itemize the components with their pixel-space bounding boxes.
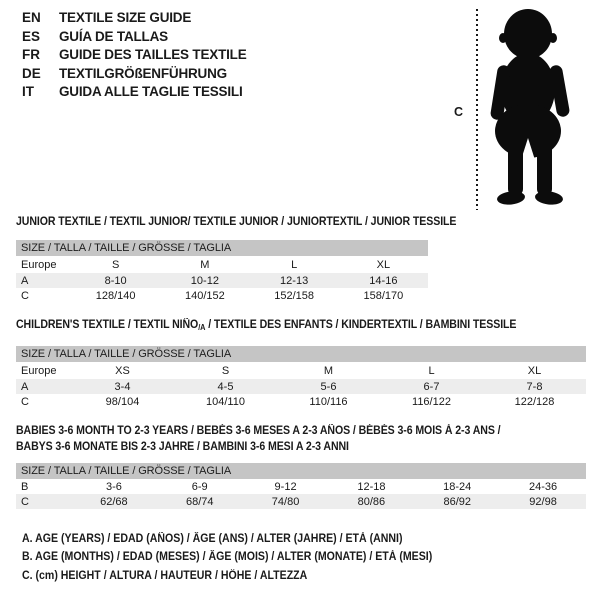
language-row (22, 28, 247, 47)
column-header: XL (376, 258, 391, 271)
junior-section (16, 216, 457, 303)
size-cell: 122/128 (514, 395, 555, 408)
row-label: C (21, 395, 29, 408)
junior-row-age (16, 273, 428, 288)
language-header (22, 9, 247, 102)
size-cell: 62/68 (100, 495, 128, 508)
size-cell: 12-13 (280, 274, 309, 287)
size-cell: 6-7 (423, 380, 440, 393)
column-header: XL (527, 364, 542, 377)
size-cell: 128/140 (95, 289, 136, 302)
legend-line-c: C. (cm) HEIGHT / ALTURA / HAUTEUR / HÖHE / ALTEZZA (22, 569, 308, 582)
size-cell: 92/98 (529, 495, 557, 508)
height-measure-label: C (454, 105, 464, 119)
column-header: Europe (21, 364, 57, 377)
row-label: C (21, 289, 29, 302)
language-code: DE (22, 65, 41, 81)
height-measure-dotted-line (476, 9, 478, 210)
childrens-title-text: CHILDREN'S TEXTILE / TEXTIL NIÑO (16, 319, 199, 331)
language-title: GUÍA DE TALLAS (59, 28, 168, 44)
childrens-size-header-bar: SIZE / TALLA / TAILLE / GRÖSSE / TAGLIA (16, 346, 586, 362)
size-cell: 80/86 (357, 495, 386, 508)
size-cell: 116/122 (412, 395, 451, 408)
language-code: IT (22, 84, 34, 100)
childrens-row-height (16, 394, 586, 409)
childrens-title-text: / TEXTILE DES ENFANTS / KINDERTEXTIL / BAMBINI TESSILE (205, 319, 517, 331)
legend (22, 530, 468, 585)
row-label: C (21, 495, 29, 508)
size-cell: 104/110 (206, 395, 245, 408)
column-header: S (221, 364, 230, 377)
language-title: TEXTILGRÖßENFÜHRUNG (59, 65, 227, 81)
language-row (22, 46, 247, 65)
childrens-section-title (16, 319, 540, 332)
size-cell: 8-10 (104, 274, 127, 287)
babies-section (16, 424, 586, 509)
babies-row-height (16, 494, 586, 509)
babies-title-line2: BABYS 3-6 MONATE BIS 2-3 JAHRE / BAMBINI 3-6 MESI A 2-3 ANNI (16, 440, 349, 453)
size-cell: 24-36 (529, 480, 558, 493)
size-cell: 5-6 (320, 380, 337, 393)
baby-silhouette-icon (481, 7, 579, 209)
junior-row-height (16, 288, 428, 303)
legend-line-a: A. AGE (YEARS) / EDAD (AÑOS) / ÂGE (ANS) / ALTER (JAHRE) / ETÀ (ANNI) (22, 533, 403, 545)
language-title: GUIDA ALLE TAGLIE TESSILI (59, 84, 243, 100)
size-cell: 110/116 (309, 395, 348, 408)
babies-title-line1: BABIES 3-6 MONTH TO 2-3 YEARS / BEBÉS 3-6 MESES A 2-3 AÑOS / BÉBÉS 3-6 MOIS À 2-3 ANS / (16, 425, 501, 437)
row-label: A (21, 274, 29, 287)
language-row (22, 83, 247, 102)
language-title: TEXTILE SIZE GUIDE (59, 10, 192, 25)
size-cell: 12-18 (357, 480, 386, 493)
legend-line-b: B. AGE (MONTHS) / EDAD (MESES) / ÂGE (MOIS) / ALTER (MONATE) / ETÀ (MESI) (22, 551, 433, 564)
size-cell: 3-4 (114, 380, 131, 393)
babies-row-months (16, 479, 586, 494)
childrens-columns-row (16, 362, 586, 379)
language-code: FR (22, 47, 40, 63)
column-header: L (428, 364, 435, 377)
size-cell: 74/80 (271, 495, 300, 508)
column-header: M (323, 364, 334, 377)
size-cell: 4-5 (217, 380, 234, 393)
column-header: Europe (21, 258, 57, 271)
size-cell: 10-12 (190, 274, 219, 287)
column-header: L (291, 258, 298, 271)
childrens-section (16, 319, 586, 409)
babies-section-title (16, 424, 586, 455)
language-code: EN (22, 10, 41, 25)
size-cell: 9-12 (274, 480, 297, 493)
size-cell: 86/92 (443, 495, 471, 508)
size-cell: 152/158 (274, 289, 314, 302)
row-label: A (21, 380, 29, 393)
size-cell: 3-6 (105, 480, 122, 493)
childrens-row-age (16, 379, 586, 394)
babies-size-header-bar: SIZE / TALLA / TAILLE / GRÖSSE / TAGLIA (16, 463, 586, 479)
column-header: S (111, 258, 120, 271)
junior-columns-row (16, 256, 428, 273)
size-cell: 140/152 (184, 289, 225, 302)
size-cell: 6-9 (191, 480, 208, 493)
childrens-size-table (16, 362, 586, 409)
column-header: M (200, 258, 210, 271)
junior-size-table (16, 256, 428, 303)
size-cell: 7-8 (526, 380, 543, 393)
language-row (22, 65, 247, 84)
babies-size-table (16, 479, 586, 509)
junior-section-title: JUNIOR TEXTILE / TEXTIL JUNIOR/ TEXTILE JUNIOR / JUNIORTEXTIL / JUNIOR TESSILE (16, 216, 457, 228)
childrens-title-subscript: /A (198, 323, 206, 332)
size-cell: 158/170 (363, 289, 404, 302)
row-label: B (21, 480, 29, 493)
size-cell: 68/74 (185, 495, 214, 508)
size-cell: 14-16 (369, 274, 398, 287)
language-row (22, 9, 247, 28)
size-cell: 18-24 (443, 480, 472, 493)
language-title: GUIDE DES TAILLES TEXTILE (59, 47, 247, 63)
language-code: ES (22, 28, 41, 44)
column-header: XS (115, 364, 130, 377)
size-cell: 98/104 (105, 395, 140, 408)
junior-size-header-bar: SIZE / TALLA / TAILLE / GRÖSSE / TAGLIA (16, 240, 428, 256)
